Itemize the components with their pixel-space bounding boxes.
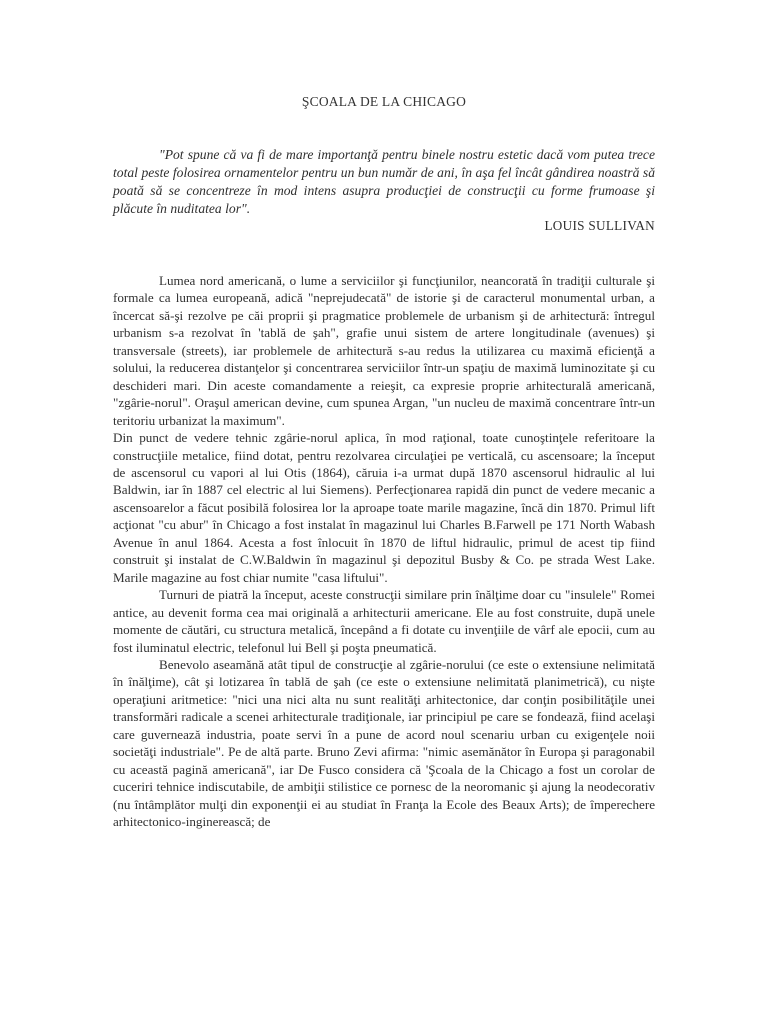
quote-text: "Pot spune că va fi de mare importanţă pentru binele nostru estetic dacă vom putea trece total peste folosirea ornamentelor pentru un bun număr de ani, în aşa fel încât gândirea noastră să poată să se concentreze în mod intens asupra producţiei de construcţii cu forme frumoase şi plăcute în nuditatea lor". xyxy=(113,147,655,216)
paragraph xyxy=(113,656,655,831)
paragraph xyxy=(113,586,655,656)
epigraph-quote xyxy=(113,146,655,218)
paragraph-text: Din punct de vedere tehnic zgârie-norul aplica, în mod raţional, toate cunoştinţele referitoare la construcţiile metalice, fiind dotat, pentru rezolvarea circulaţiei pe verticală, cu ascensoare; la început de ascensorul cu vapori al lui Otis (1864), căruia i-a urmat după 1870 ascensorul hidraulic al lui Baldwin, iar în 1887 cel electric al lui Siemens). Perfecţionarea rapidă din punct de vedere mecanic a ascensoarelor a făcut posibilă folosirea lor la aproape toate marile magazine, încă din 1870. Primul lift acţionat "cu abur" în Chicago a fost instalat în magazinul lui Charles B.Farwell pe 171 North Wabash Avenue în anul 1864. Acesta a fost înlocuit în 1870 de liftul hidraulic, primul de acest tip fiind construit şi instalat de C.W.Baldwin în magazinul şi depozitul Busby & Co. pe strada West Lake. Marile magazine au fost chiar numite "casa liftului". xyxy=(113,430,655,585)
paragraph-text: Benevolo aseamănă atât tipul de construcţie al zgârie-norului (ce este o extensiune nelimitată în înălţime), cât şi lotizarea în tablă de şah (ce este o extensiune nelimitată planimetrică), cu nişte operaţiuni aritmetice: "nici una nici alta nu sunt realităţi arhitectonice, dar conţin posibilităţile unei transformări radicale a scenei arhitecturale tradiţionale, iar principiul pe care se fondează, fiind acelaşi care guvernează industria, poate servi în a pune de acord noul scenariu urban cu exigenţele noii societăţi industriale". Pe de altă parte. Bruno Zevi afirma: "nimic asemănător în Europa şi paragonabil cu această pagină americană", iar De Fusco considera că 'Şcoala de la Chicago a fost un corolar de cuceriri tehnice indiscutabile, de ambiţii stilistice ce pornesc de la neoromanic şi ajung la neodecorativ (nu întâmplător mulţi din exponenţii ei au studiat în Franţa la Ecole des Beaux Arts); de împerechere arhitectonico-inginerească; de xyxy=(113,656,655,830)
body-text xyxy=(113,272,655,831)
paragraph-text: Turnuri de piatră la început, aceste construcţii similare prin înălţime doar cu "insulele" Romei antice, au devenit forma cea mai originală a arhitecturii americane. Ele au fost construite, după unele momente de căutări, cu structura metalică, începând a fi dotate cu invenţiile de vârf ale epocii, cum au fost iluminatul electric, telefonul lui Bell şi poşta pneumatică. xyxy=(113,587,655,655)
paragraph xyxy=(113,429,655,586)
quote-author: LOUIS SULLIVAN xyxy=(544,218,655,233)
paragraph-text: Lumea nord americană, o lume a serviciilor şi funcţiunilor, neancorată în tradiţii culturale şi formale ca lumea europeană, adică "neprejudecată" de istorie şi de caracterul monumental urban, a încercat să-şi rezolve pe căi proprii şi pragmatice problemele de urbanism şi de arhitectură: întregul urbanism s-a rezolvat în 'tablă de şah", grafie unui sistem de artere longitudinale (avenues) şi transversale (streets), iar problemele de arhitectură s-au redus la utilizarea cu maximă eficienţă a solului, la reducerea distanţelor şi concentrarea serviciilor într-un spaţiu de maximă luminozitate şi cu deschideri mari. Din aceste comandamente a reieşit, ca expresie proprie arhitecturală americană, "zgârie-norul". Oraşul american devine, cum spunea Argan, "un nucleu de maximă concentrare într-un teritoriu urbanizat la maximum". xyxy=(113,273,655,428)
page-title: ŞCOALA DE LA CHICAGO xyxy=(301,94,467,109)
paragraph xyxy=(113,272,655,429)
